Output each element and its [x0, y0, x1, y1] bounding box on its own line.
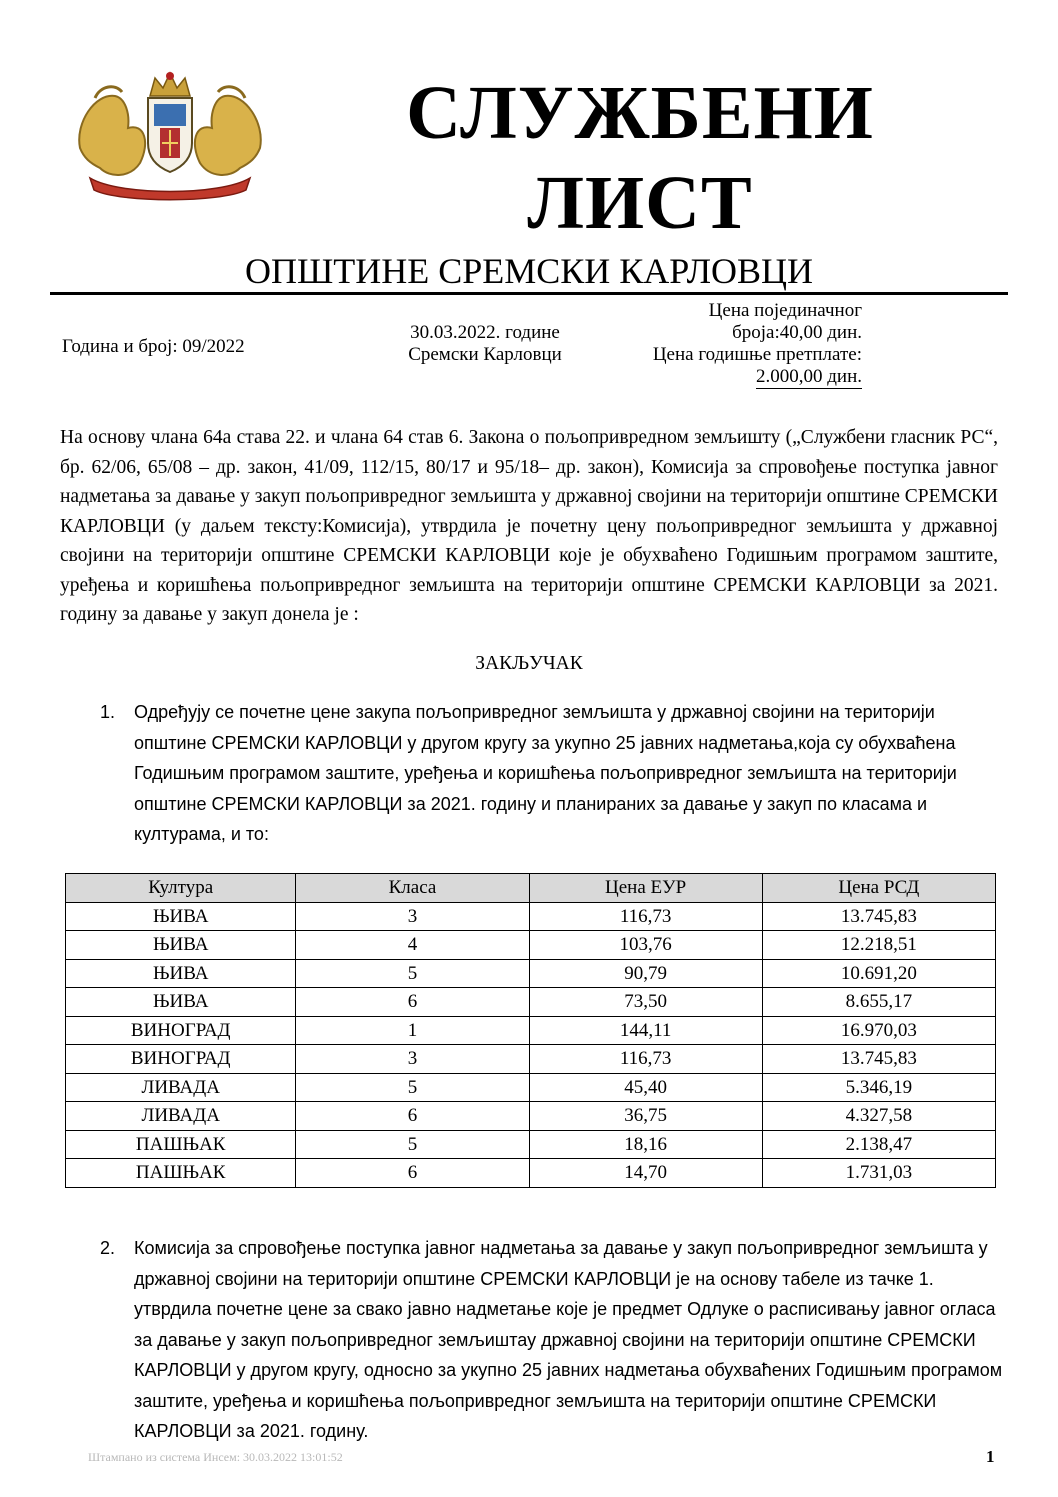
table-row [66, 1045, 996, 1074]
cell-class: 4 [296, 931, 529, 960]
header-divider [50, 292, 1008, 295]
col-header-class: Класа [296, 874, 529, 903]
table-row [66, 931, 996, 960]
price-single-value: броја:40,00 дин. [732, 322, 862, 343]
cell-rsd: 16.970,03 [762, 1016, 995, 1045]
cell-culture: ЛИВАДА [66, 1102, 296, 1131]
table-row [66, 1102, 996, 1131]
table-row [66, 1073, 996, 1102]
municipality-subtitle: ОПШТИНЕ СРЕМСКИ КАРЛОВЦИ [244, 251, 814, 291]
coat-of-arms-icon [70, 68, 270, 203]
cell-class: 1 [296, 1016, 529, 1045]
cell-rsd: 8.655,17 [762, 988, 995, 1017]
cell-eur: 73,50 [529, 988, 762, 1017]
price-annual-label: Цена годишње претплате: [652, 344, 862, 365]
table-header-row [66, 874, 996, 903]
cell-eur: 144,11 [529, 1016, 762, 1045]
cell-eur: 14,70 [529, 1159, 762, 1188]
cell-rsd: 5.346,19 [762, 1073, 995, 1102]
cell-rsd: 13.745,83 [762, 1045, 995, 1074]
intro-paragraph: На основу члана 64а става 22. и члана 64 став 6. Закона о пољопривредном земљишту („Службени гласник РС“, бр. 62/06, 65/08 – др. закон, 41/09, 112/15, 80/17 и 95/18– др. закон), Комисија за спровођење поступка јавног надметања за давање у закуп пољопривредног земљишта у државној својини на територији општине СРЕМСКИ КАРЛОВЦИ (у даљем тексту:Комисија), утврдила је почетну цену пољопривредног земљишта у државној својини на територији општине СРЕМСКИ КАРЛОВЦИ које је обухваћено Годишњим програмом заштите, уређења и коришћења пољопривредног земљишта на територији општине СРЕМСКИ КАРЛОВЦИ за 2021. годину за давање у закуп донела је : [60, 427, 998, 625]
cell-class: 3 [296, 902, 529, 931]
cell-rsd: 4.327,58 [762, 1102, 995, 1131]
cell-eur: 116,73 [529, 1045, 762, 1074]
cell-eur: 90,79 [529, 959, 762, 988]
cell-rsd: 2.138,47 [762, 1130, 995, 1159]
cell-eur: 116,73 [529, 902, 762, 931]
cell-culture: ВИНОГРАД [66, 1045, 296, 1074]
cell-culture: ЛИВАДА [66, 1073, 296, 1102]
item-2-text: Комисија за спровођење поступка јавног надметања за давање у закуп пољопривредног земљишта у државној својини на територији општине СРЕМСКИ КАРЛОВЦИ је на основу табеле из тачке 1. утврдила почетне цене за свако јавно надметање које је предмет Одлуке о расписивању јавног огласа за давање у закуп пољопривредног земљиштау државној својини на територији општине СРЕМСКИ КАРЛОВЦИ у другом кругу, односно за укупно 25 јавних надметања обухваћених Годишњим програмом заштите, уређења и коришћења пољопривредног земљишта на територији општине СРЕМСКИ КАРЛОВЦИ за 2021. годину. [134, 1238, 1003, 1441]
cell-eur: 36,75 [529, 1102, 762, 1131]
page-title-line2: ЛИСТ [527, 161, 753, 245]
conclusion-title: ЗАКЉУЧАК [475, 653, 583, 674]
cell-class: 5 [296, 959, 529, 988]
item-1-text: Одређују се почетне цене закупа пољопривредног земљишта у државној својини на територији општине СРЕМСКИ КАРЛОВЦИ у другом кругу за укупно 25 јавних надметања,која су обухваћена Годишњим програмом заштите, уређења и коришћења пољопривредног земљишта на територији општине СРЕМСКИ КАРЛОВЦИ за 2021. годину и планираних за давање у закуп по класама и културама, и то: [134, 702, 957, 844]
col-header-eur: Цена ЕУР [529, 874, 762, 903]
price-table [65, 873, 996, 1188]
cell-culture: ЊИВА [66, 902, 296, 931]
cell-eur: 18,16 [529, 1130, 762, 1159]
cell-rsd: 13.745,83 [762, 902, 995, 931]
cell-rsd: 10.691,20 [762, 959, 995, 988]
item-2-number: 2. [100, 1238, 116, 1258]
table-row [66, 988, 996, 1017]
cell-class: 6 [296, 1159, 529, 1188]
price-box [600, 300, 862, 389]
table-row [66, 1016, 996, 1045]
print-stamp: Штампано из система Инсем: 30.03.2022 13:01:52 [88, 1450, 343, 1464]
cell-culture: ЊИВА [66, 931, 296, 960]
cell-class: 5 [296, 1130, 529, 1159]
cell-eur: 45,40 [529, 1073, 762, 1102]
price-single-label: Цена појединачног [708, 300, 862, 321]
item-1-number: 1. [100, 702, 116, 722]
issue-number: Година и број: 09/2022 [62, 336, 245, 357]
cell-class: 5 [296, 1073, 529, 1102]
issue-place: Сремски Карловци [408, 344, 562, 365]
table-row [66, 959, 996, 988]
table-row [66, 902, 996, 931]
table-row [66, 1130, 996, 1159]
cell-culture: ПАШЊАК [66, 1130, 296, 1159]
price-annual-value: 2.000,00 дин. [755, 366, 862, 387]
col-header-culture: Култура [66, 874, 296, 903]
cell-culture: ЊИВА [66, 959, 296, 988]
page-number: 1 [986, 1447, 995, 1466]
cell-eur: 103,76 [529, 931, 762, 960]
page-title: СЛУЖБЕНИ [406, 71, 874, 155]
table-row [66, 1159, 996, 1188]
cell-class: 3 [296, 1045, 529, 1074]
col-header-rsd: Цена РСД [762, 874, 995, 903]
cell-class: 6 [296, 988, 529, 1017]
issue-date: 30.03.2022. године [410, 322, 560, 343]
cell-rsd: 12.218,51 [762, 931, 995, 960]
date-place [340, 322, 630, 366]
cell-culture: ПАШЊАК [66, 1159, 296, 1188]
cell-culture: ЊИВА [66, 988, 296, 1017]
cell-class: 6 [296, 1102, 529, 1131]
cell-culture: ВИНОГРАД [66, 1016, 296, 1045]
cell-rsd: 1.731,03 [762, 1159, 995, 1188]
